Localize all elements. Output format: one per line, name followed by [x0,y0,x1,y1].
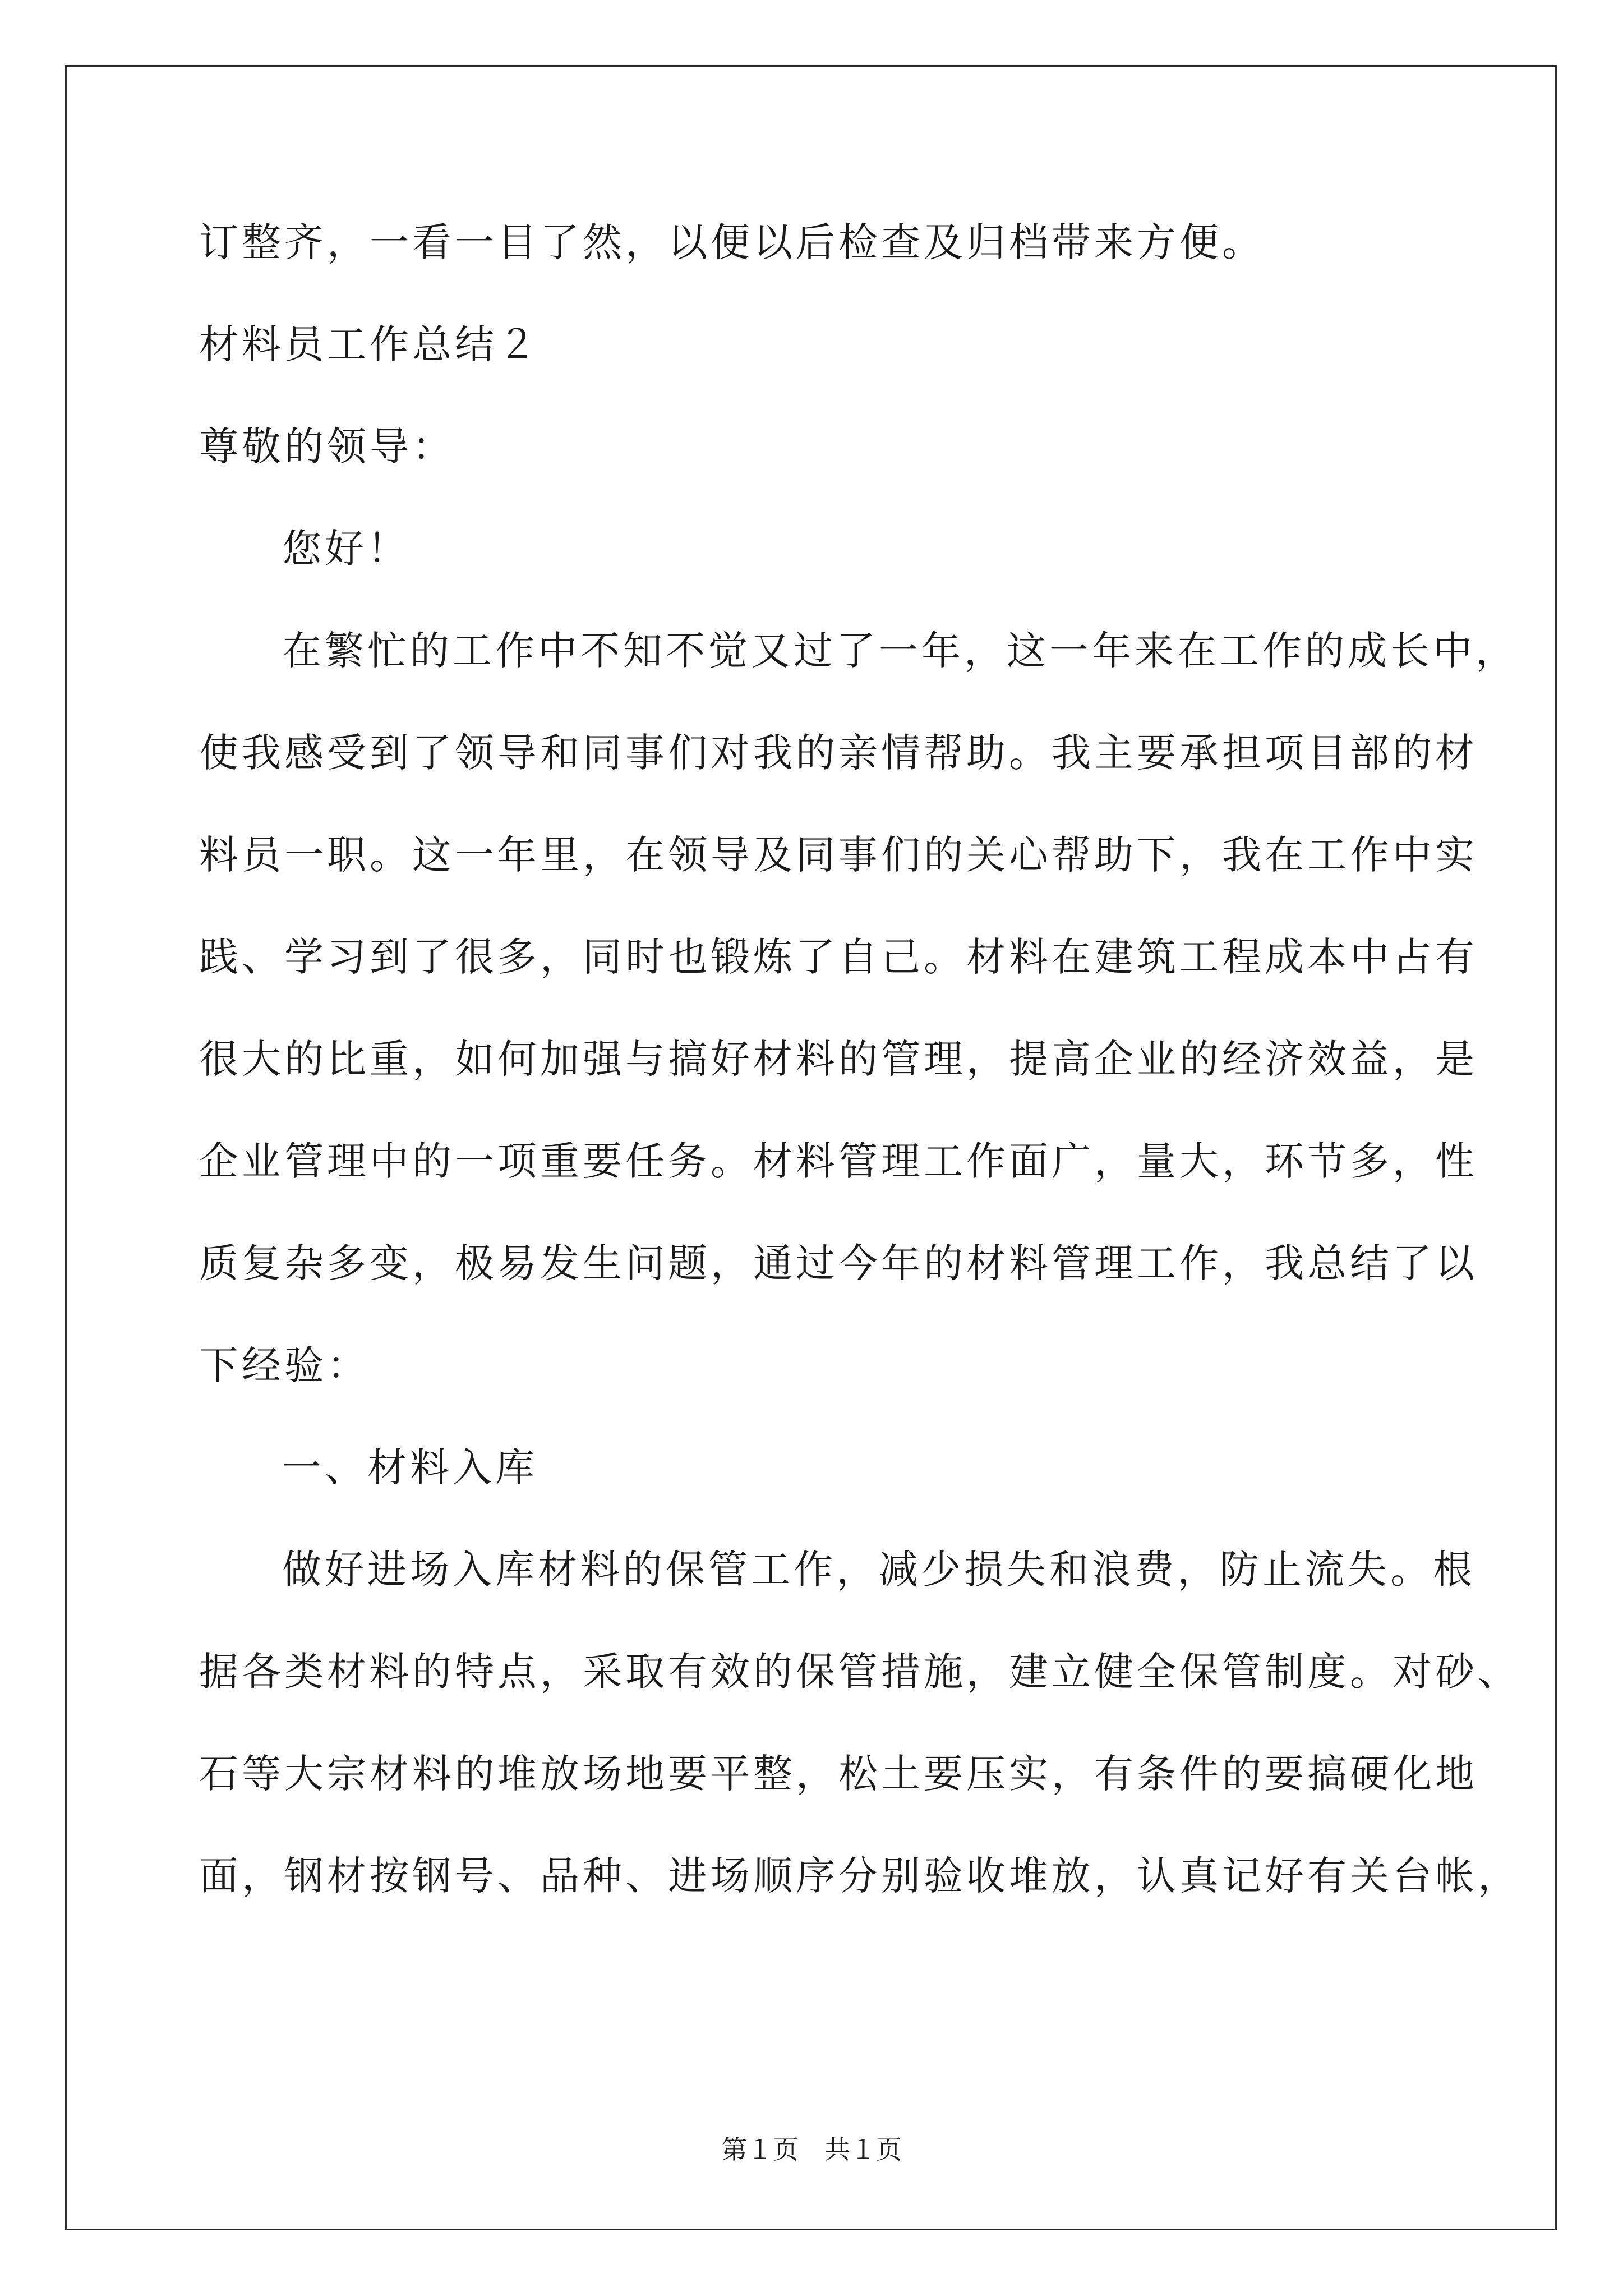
text-line: 使我感受到了领导和同事们对我的亲情帮助。我主要承担项目部的材 [199,730,1478,776]
text-line: 很大的比重，如何加强与搞好材料的管理，提高企业的经济效益，是 [199,1036,1478,1082]
greeting: 您好！ [282,526,410,572]
section-title: 材料员工作总结２ [199,321,540,367]
text-line: 据各类材料的特点，采取有效的保管措施，建立健全保管制度。对砂、 [199,1649,1520,1695]
text-line: 石等大宗材料的堆放场地要平整，松土要压实，有条件的要搞硬化地 [199,1751,1478,1797]
text-line: 质复杂多变，极易发生问题，通过今年的材料管理工作，我总结了以 [199,1240,1478,1286]
text-line: 在繁忙的工作中不知不觉又过了一年，这一年来在工作的成长中， [282,628,1518,674]
salutation: 尊敬的领导： [199,424,455,470]
text-line: 践、学习到了很多，同时也锻炼了自己。材料在建筑工程成本中占有 [199,934,1478,980]
text-line: 下经验： [199,1342,370,1388]
text-line: 料员一职。这一年里，在领导及同事们的关心帮助下，我在工作中实 [199,832,1478,878]
text-line: 面，钢材按钢号、品种、进场顺序分别验收堆放，认真记好有关台帐， [199,1853,1520,1899]
text-line: 做好进场入库材料的保管工作，减少损失和浪费，防止流失。根 [282,1547,1476,1593]
page-footer: 第１页 共１页 [721,2134,902,2165]
subheading: 一、材料入库 [282,1444,538,1490]
document-body [199,216,1520,1952]
text-line: 企业管理中的一项重要任务。材料管理工作面广，量大，环节多，性 [199,1138,1478,1184]
text-line: 订整齐，一看一目了然，以便以后检查及归档带来方便。 [199,219,1265,265]
